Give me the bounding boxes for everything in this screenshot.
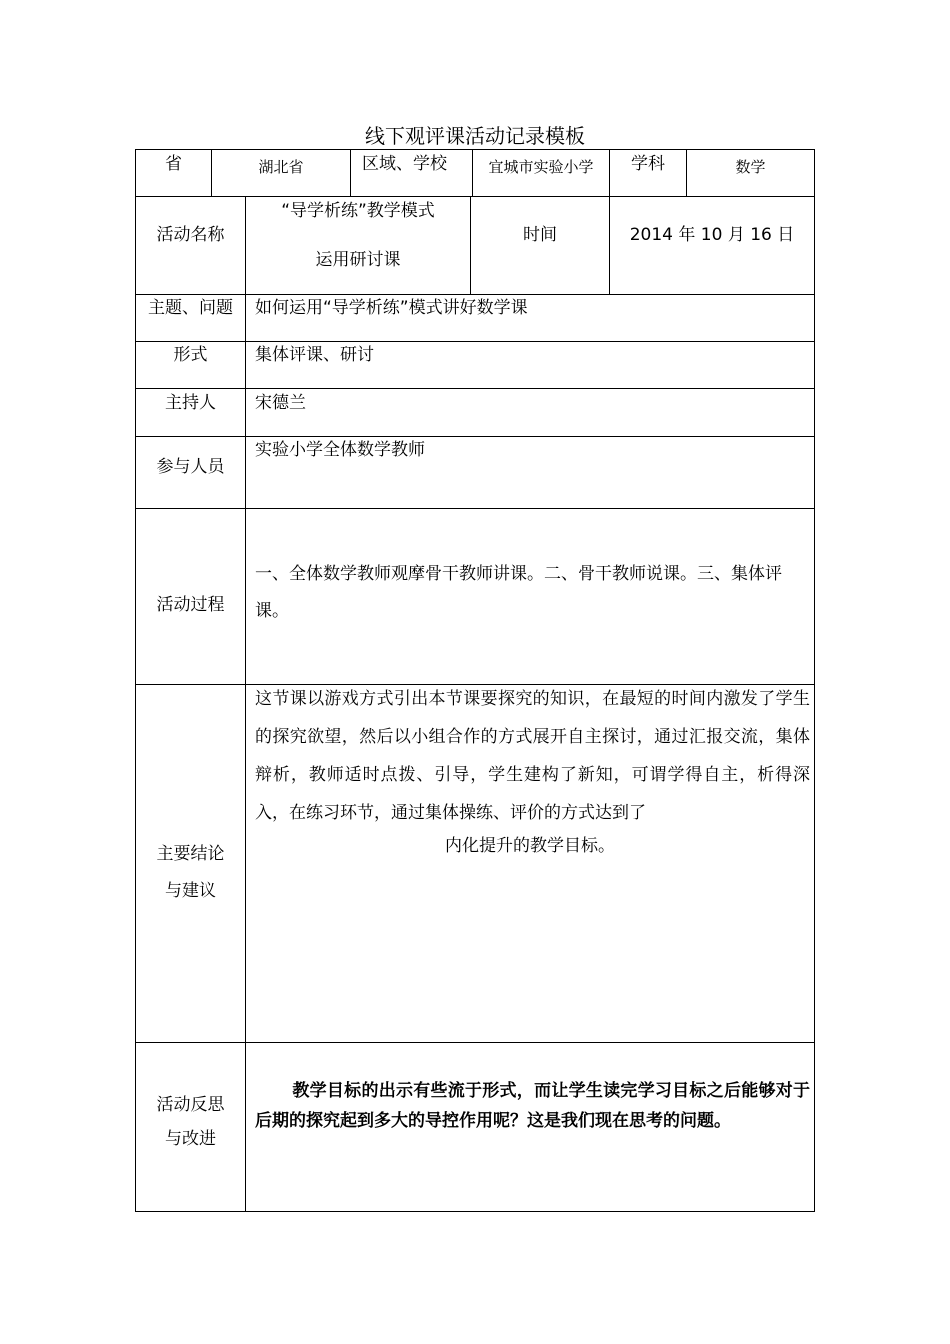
province-label: 省 — [165, 154, 182, 174]
activity-name-line2: 运用研讨课 — [315, 250, 401, 270]
row-divider — [135, 341, 815, 342]
process-label: 活动过程 — [156, 595, 225, 615]
page-title: 线下观评课活动记录模板 — [365, 124, 585, 148]
area-label: 区域、学校 — [362, 154, 447, 174]
time-value: 2014 年 10 月 16 日 — [629, 225, 795, 245]
process-value: 一、全体数学教师观摩骨干教师讲课。二、骨干教师说课。三、集体评课。 — [255, 564, 782, 621]
host-label: 主持人 — [165, 393, 216, 413]
form-value: 集体评课、研讨 — [255, 345, 374, 365]
school-value: 宜城市实验小学 — [488, 158, 594, 176]
subject-label: 学科 — [631, 154, 665, 174]
conclusion-label-line1: 主要结论 — [156, 844, 225, 864]
column-divider — [245, 196, 246, 1212]
topic-label: 主题、问题 — [148, 298, 233, 318]
row-divider — [135, 388, 815, 389]
form-label: 形式 — [173, 345, 208, 365]
column-divider — [350, 149, 351, 197]
reflection-value: 教学目标的出示有些流于形式，而让学生读完学习目标之后能够对于后期的探究起到多大的导控作用呢？这是我们现在思考的问题。 — [255, 1081, 810, 1131]
row-divider — [135, 436, 815, 437]
participants-label: 参与人员 — [156, 457, 225, 477]
subject-value: 数学 — [735, 158, 766, 176]
row-divider — [135, 508, 815, 509]
time-label: 时间 — [523, 225, 557, 245]
host-value: 宋德兰 — [255, 393, 306, 413]
province-value: 湖北省 — [258, 158, 304, 176]
row-divider — [135, 294, 815, 295]
conclusion-last-line: 内化提升的教学目标。 — [445, 836, 615, 856]
topic-value: 如何运用“导学析练”模式讲好数学课 — [255, 298, 528, 318]
row-divider — [135, 1042, 815, 1043]
activity-name-label: 活动名称 — [156, 225, 225, 245]
reflection-label-line1: 活动反思 — [156, 1095, 225, 1115]
activity-name-line1: “导学析练”教学模式 — [281, 201, 435, 221]
reflection-label-line2: 与改进 — [165, 1129, 216, 1149]
conclusion-label-line2: 与建议 — [165, 881, 216, 901]
conclusion-value: 这节课以游戏方式引出本节课要探究的知识，在最短的时间内激发了学生的探究欲望，然后以小组合作的方式展开自主探讨，通过汇报交流，集体辩析，教师适时点拨、引导，学生建构了新知，可谓学得自主，析得深入，在练习环节，通过集体操练、评价的方式达到了 — [255, 689, 810, 823]
row-divider — [135, 196, 815, 197]
participants-value: 实验小学全体数学教师 — [255, 440, 425, 460]
